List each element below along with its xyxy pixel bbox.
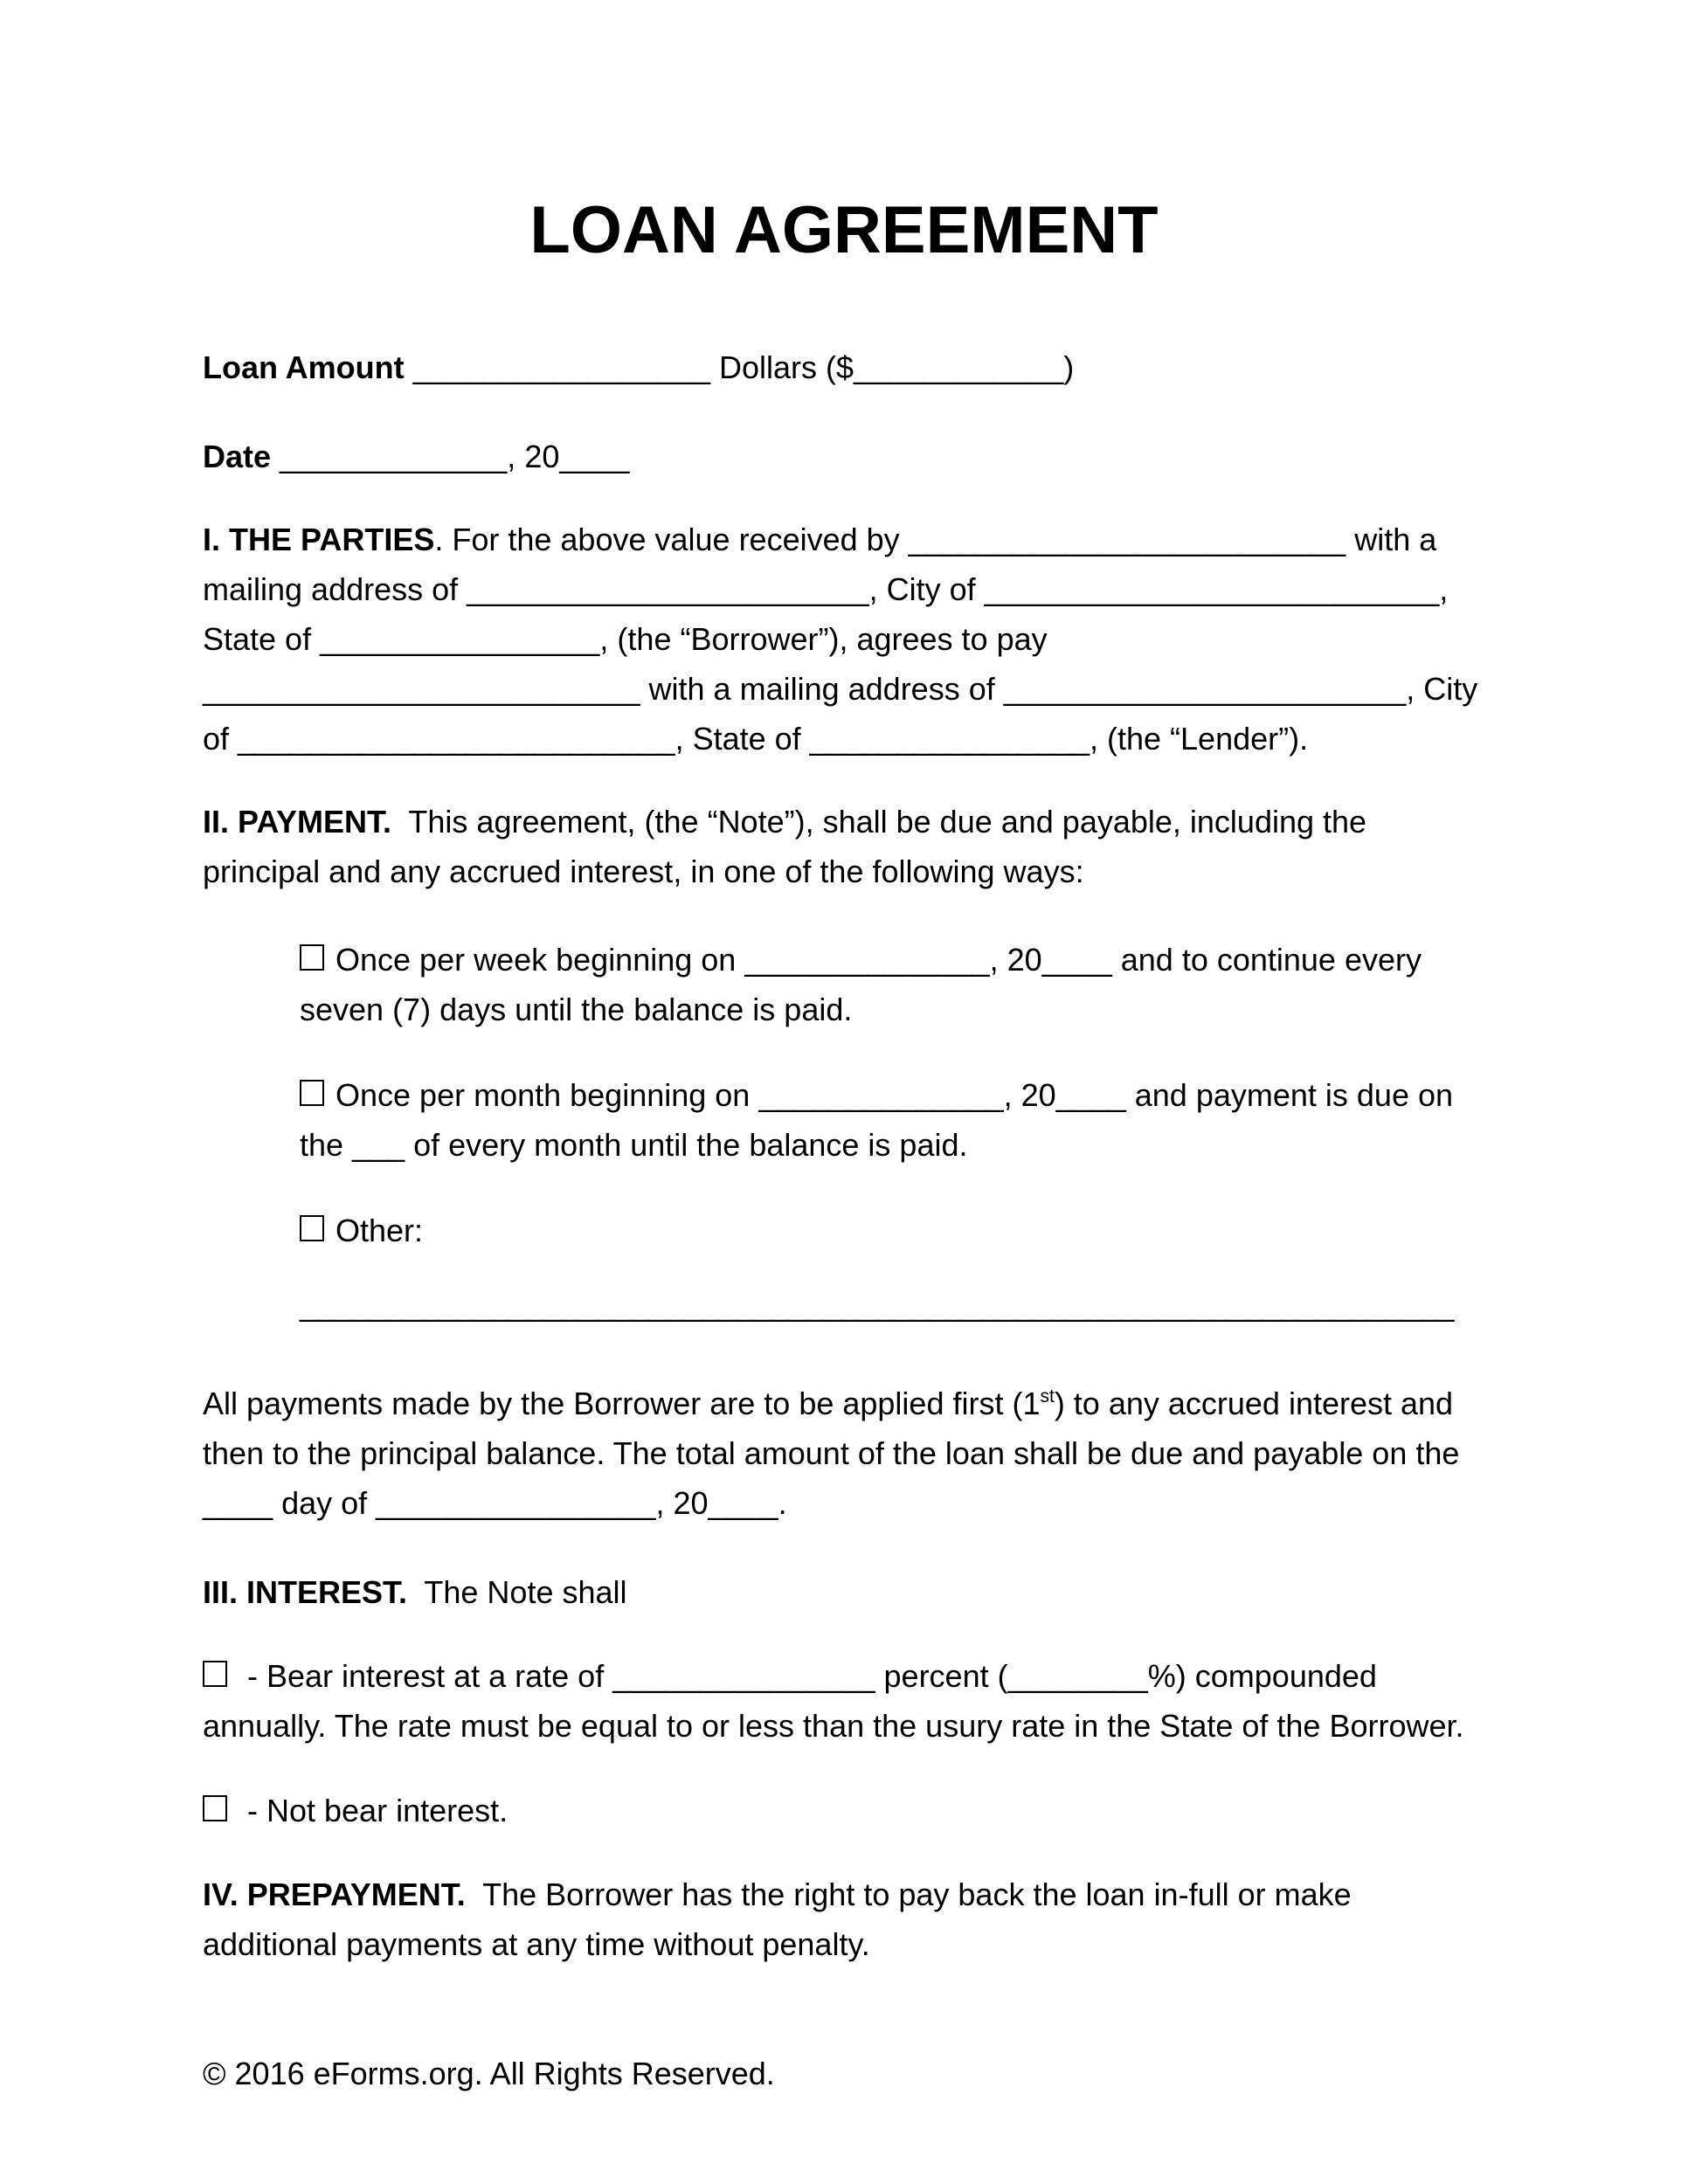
payment-heading: II. PAYMENT. xyxy=(203,804,392,840)
option-week-line-2: seven (7) days until the balance is paid. xyxy=(300,992,853,1027)
parties-line-4: _________________________ with a mailing address of _______________________, City xyxy=(203,671,1478,707)
option-month-line-2: the ___ of every month until the balance is paid. xyxy=(300,1127,968,1163)
interest-heading-line: III. INTEREST. The Note shall xyxy=(203,1574,627,1610)
superscript-st: st xyxy=(1040,1386,1055,1406)
payment-line-2: principal and any accrued interest, in one of the following ways: xyxy=(203,854,1084,889)
interest-option-not-bear xyxy=(203,1786,1487,1835)
checkbox-bear-interest[interactable] xyxy=(203,1661,227,1687)
prepayment-line-1: IV. PREPAYMENT. The Borrower has the right to pay back the loan in-full or make xyxy=(203,1876,1352,1912)
applied-line-3: ____ day of ________________, 20____. xyxy=(203,1485,787,1521)
section-interest xyxy=(203,1567,1487,1617)
loan-amount-label: Loan Amount xyxy=(203,349,413,385)
parties-line-2: mailing address of _______________________, City of __________________________, xyxy=(203,571,1449,607)
interest-heading: III. INTEREST. xyxy=(203,1574,408,1610)
prepayment-line-2: additional payments at any time without penalty. xyxy=(203,1926,870,1962)
option-month-line-1: Once per month beginning on ______________, 20____ and payment is due on xyxy=(300,1070,1488,1120)
applied-payments-paragraph xyxy=(203,1372,1487,1528)
bear-interest-line-2: annually. The rate must be equal to or less than the usury rate in the State of the Borrower. xyxy=(203,1708,1464,1744)
not-bear-interest-line: - Not bear interest. xyxy=(203,1786,1487,1835)
parties-line-1: I. THE PARTIES. For the above value received by _________________________ with a xyxy=(203,522,1437,557)
option-week-line-1: Once per week beginning on ______________, 20____ and to continue every xyxy=(300,935,1488,985)
section-prepayment xyxy=(203,1870,1487,1969)
section-payment xyxy=(203,797,1487,896)
date-label: Date xyxy=(203,439,280,474)
loan-amount-blank: _________________ Dollars ($____________) xyxy=(412,349,1075,385)
date-line xyxy=(203,432,1487,481)
payment-option-other xyxy=(300,1206,1488,1255)
checkbox-other[interactable] xyxy=(300,1215,324,1241)
loan-amount-line xyxy=(203,342,1487,392)
footer-copyright: © 2016 eForms.org. All Rights Reserved. xyxy=(203,2056,775,2091)
applied-line-2: then to the principal balance. The total amount of the loan shall be due and payable on the xyxy=(203,1435,1460,1471)
checkbox-once-per-week[interactable] xyxy=(300,944,324,971)
parties-heading: I. THE PARTIES xyxy=(203,522,435,557)
parties-line-3: State of ________________, (the “Borrower”), agrees to pay xyxy=(203,621,1048,657)
payment-line-1: II. PAYMENT. This agreement, (the “Note”), shall be due and payable, including the xyxy=(203,804,1367,840)
bear-interest-line-1: - Bear interest at a rate of _______________ percent (________%) compounded xyxy=(203,1651,1487,1701)
interest-option-bear xyxy=(203,1651,1487,1751)
other-write-in-blank: __________________________________________________________________ xyxy=(300,1287,1455,1323)
checkbox-not-bear-interest[interactable] xyxy=(203,1795,227,1821)
applied-line-1: All payments made by the Borrower are to be applied first (1st) to any accrued interest and xyxy=(203,1386,1454,1421)
option-other-line: Other: xyxy=(300,1206,1488,1255)
prepayment-heading: IV. PREPAYMENT. xyxy=(203,1876,466,1912)
payment-option-month xyxy=(300,1070,1488,1170)
parties-line-5: of _________________________, State of ________________, (the “Lender”). xyxy=(203,721,1309,757)
page-title: LOAN AGREEMENT xyxy=(529,193,1159,267)
date-blank: _____________, 20____ xyxy=(280,439,630,474)
checkbox-once-per-month[interactable] xyxy=(300,1080,324,1106)
section-parties xyxy=(203,515,1487,764)
payment-option-week xyxy=(300,935,1488,1034)
other-blank-line xyxy=(300,1280,1488,1330)
footer xyxy=(203,2049,1487,2098)
